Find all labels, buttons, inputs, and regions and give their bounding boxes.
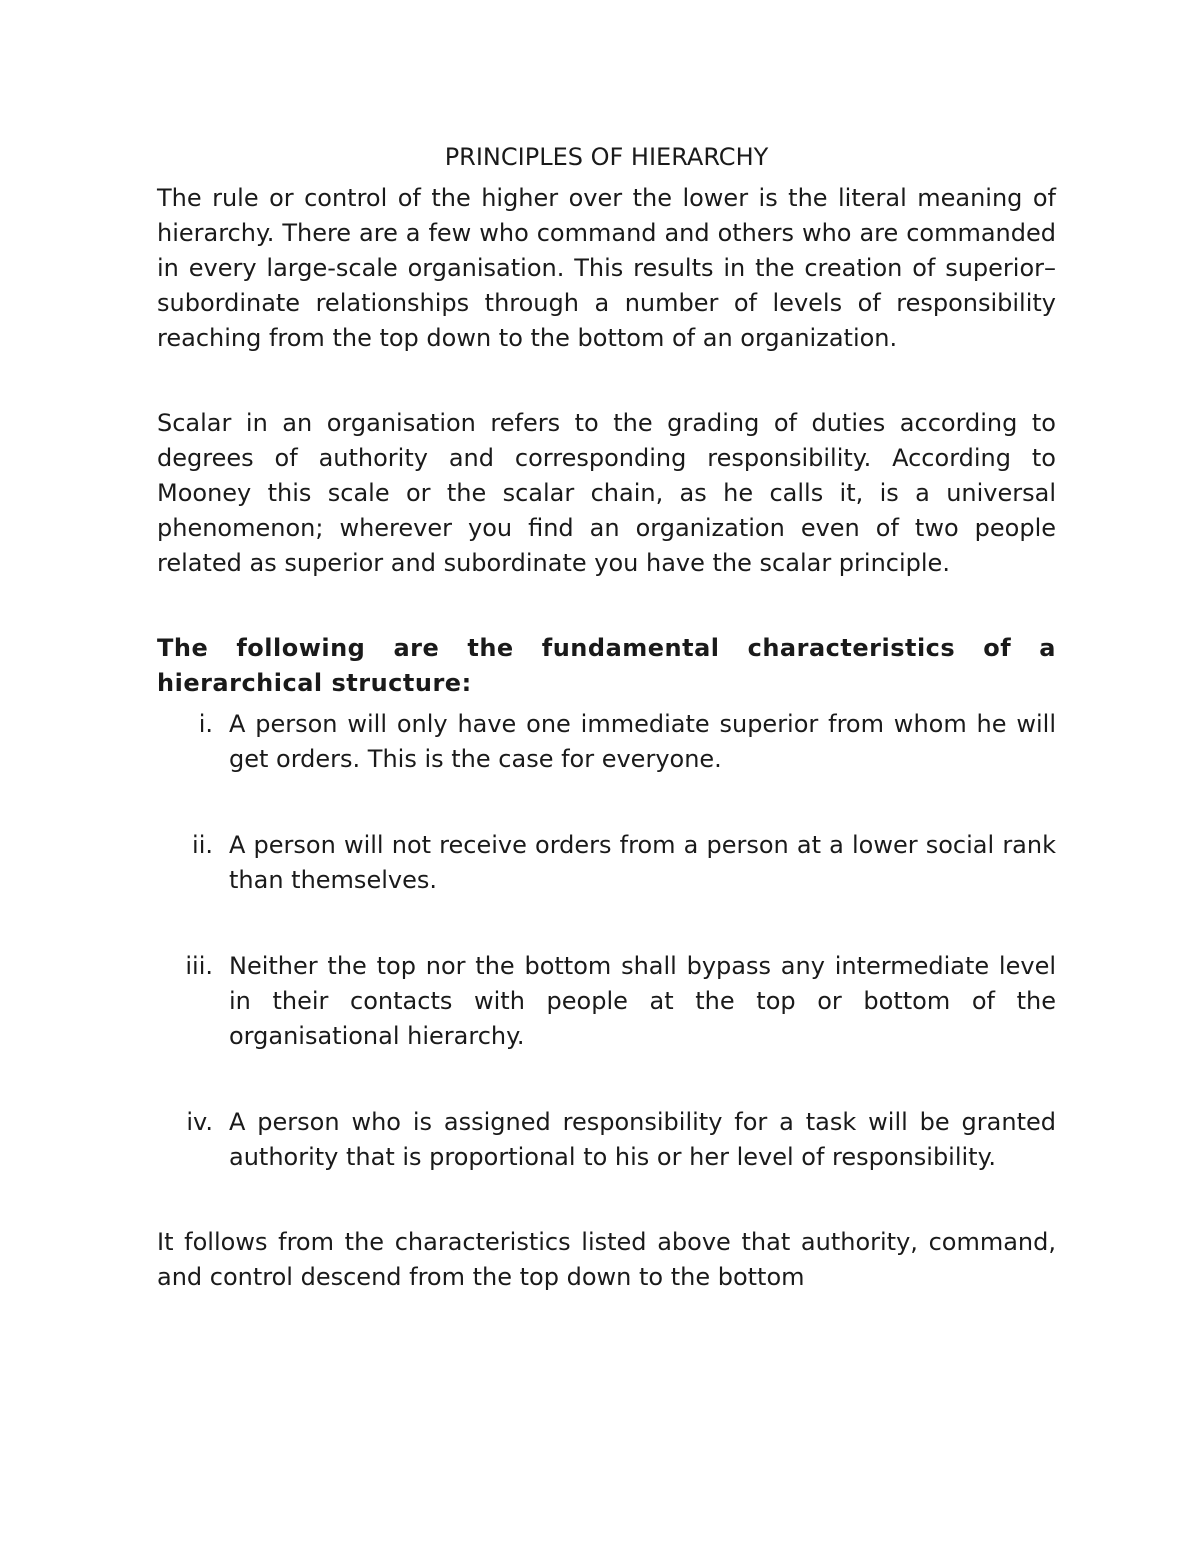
list-marker: ii. — [192, 831, 213, 859]
intro-paragraph: The rule or control of the higher over the lower is the literal meaning of hierarchy. There are a few who command and others who are commanded in every large-scale organisation. This results in the creation of superior–subordinate relationships through a number of levels of responsibility reaching from the top down to the bottom of an organization. — [157, 184, 1056, 352]
list-item — [157, 828, 1056, 898]
list-item — [157, 1105, 1056, 1175]
page-title: PRINCIPLES OF HIERARCHY — [444, 143, 769, 171]
characteristics-heading: The following are the fundamental characteristics of a hierarchical structure: — [157, 634, 1056, 697]
document-page — [157, 140, 1056, 1295]
list-marker: i. — [198, 710, 213, 738]
list-item-text: A person who is assigned responsibility for a task will be granted authority that is proportional to his or her level of responsibility. — [229, 1108, 1056, 1171]
list-marker: iii. — [185, 952, 213, 980]
scalar-paragraph: Scalar in an organisation refers to the grading of duties according to degrees of authority and corresponding responsibility. According to Mooney this scale or the scalar chain, as he calls it, is a universal phenomenon; wherever you find an organization even of two people related as superior and subordinate you have the scalar principle. — [157, 409, 1056, 577]
list-item-text: A person will not receive orders from a person at a lower social rank than themselves. — [229, 831, 1056, 894]
conclusion-paragraph: It follows from the characteristics listed above that authority, command, and control descend from the top down to the bottom — [157, 1228, 1056, 1291]
characteristics-list — [157, 707, 1056, 1175]
list-item — [157, 707, 1056, 777]
list-item-text: A person will only have one immediate superior from whom he will get orders. This is the case for everyone. — [229, 710, 1056, 773]
list-marker: iv. — [186, 1108, 213, 1136]
list-item-text: Neither the top nor the bottom shall bypass any intermediate level in their contacts with people at the top or bottom of the organisational hierarchy. — [229, 952, 1056, 1050]
list-item — [157, 949, 1056, 1054]
